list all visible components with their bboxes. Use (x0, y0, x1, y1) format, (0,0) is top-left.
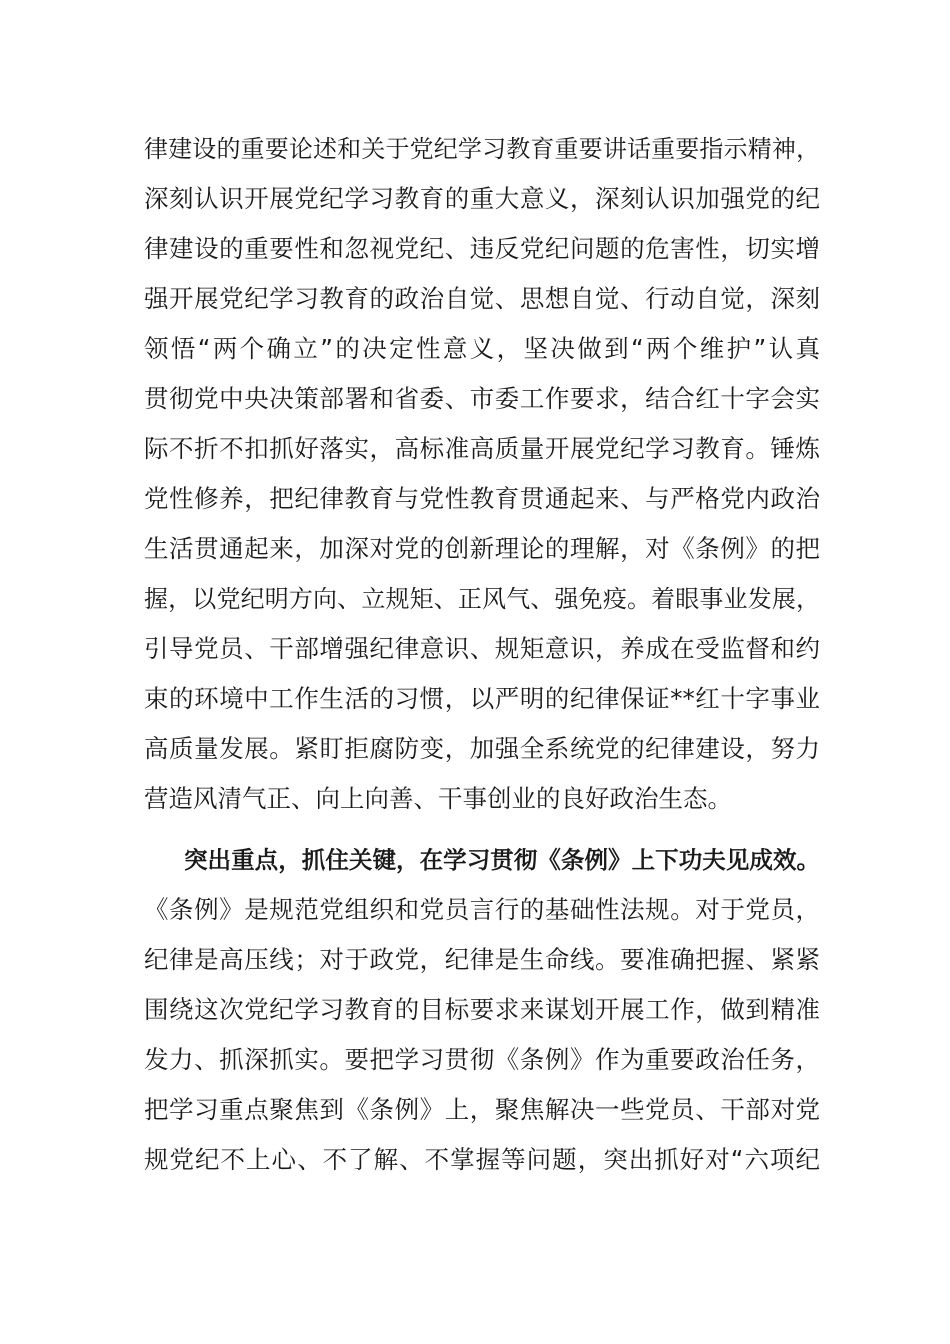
text-line: 高质量发展。紧盯拒腐防变，加强全系统党的纪律建设，努力 (144, 734, 820, 763)
text-line: 贯彻党中央决策部署和省委、市委工作要求，结合红十字会实 (144, 384, 820, 413)
text-line: 握，以党纪明方向、立规矩、正风气、强免疫。着眼事业发展， (144, 585, 820, 613)
text-line: 强开展党纪学习教育的政治自觉、思想自觉、行动自觉，深刻 (144, 284, 820, 313)
text-line: 规党纪不上心、不了解、不掌握等问题，突出抓好对“六项纪 (144, 1145, 820, 1174)
document-body (144, 124, 820, 1185)
paragraph-spacer (144, 824, 820, 835)
text-line: 围绕这次党纪学习教育的目标要求来谋划开展工作，做到精准 (144, 995, 820, 1024)
text-line: 纪律是高压线；对于政党，纪律是生命线。要准确把握、紧紧 (144, 945, 820, 974)
text-line: 《条例》是规范党组织和党员言行的基础性法规。对于党员， (144, 895, 820, 924)
paragraph-2 (144, 835, 820, 1185)
text-line: 营造风清气正、向上向善、干事创业的良好政治生态。 (144, 784, 732, 813)
text-line: 深刻认识开展党纪学习教育的重大意义，深刻认识加强党的纪 (144, 184, 820, 213)
text-line: 领悟“两个确立”的决定性意义，坚决做到“两个维护”认真 (144, 334, 820, 363)
text-line: 党性修养，把纪律教育与党性教育贯通起来、与严格党内政治 (144, 484, 820, 513)
paragraph-1 (144, 124, 820, 824)
text-line: 引导党员、干部增强纪律意识、规矩意识，养成在受监督和约 (144, 634, 820, 663)
text-line: 发力、抓深抓实。要把学习贯彻《条例》作为重要政治任务， (144, 1045, 820, 1074)
paragraph-heading: 突出重点，抓住关键，在学习贯彻《条例》上下功夫见成效。 (184, 846, 820, 874)
text-line: 际不折不扣抓好落实，高标准高质量开展党纪学习教育。锤炼 (144, 434, 820, 463)
text-line: 把学习重点聚焦到《条例》上，聚焦解决一些党员、干部对党 (144, 1095, 820, 1124)
text-line: 律建设的重要论述和关于党纪学习教育重要讲话重要指示精神， (144, 135, 820, 163)
text-line: 生活贯通起来，加深对党的创新理论的理解，对《条例》的把 (144, 534, 820, 563)
text-line: 束的环境中工作生活的习惯，以严明的纪律保证**红十字事业 (144, 684, 820, 713)
text-line: 律建设的重要性和忽视党纪、违反党纪问题的危害性，切实增 (144, 234, 820, 263)
